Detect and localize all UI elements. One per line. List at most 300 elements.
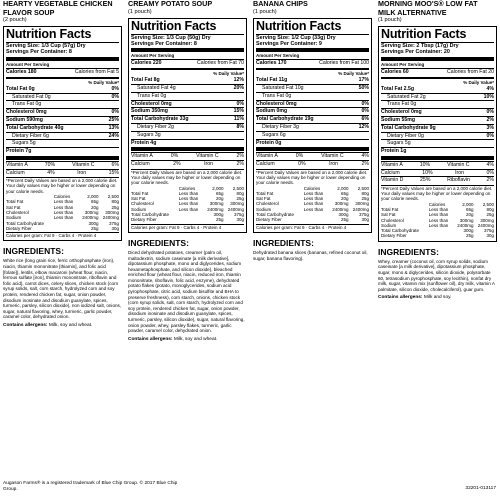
nutrient-row [6, 93, 119, 101]
nutrition-facts-heading: Nutrition Facts [6, 28, 119, 43]
nutrient-label: Cholesterol 0mg [131, 100, 172, 107]
table-cell: Dietary Fiber [6, 225, 32, 231]
vitamin-label: Iron [329, 161, 339, 168]
table-cell: Less than [303, 190, 324, 196]
amount-per-serving: Amount Per Serving [256, 53, 300, 59]
table-cell: 80g [236, 190, 244, 196]
vitamin-percent: 4% [361, 153, 369, 160]
table-cell: 80g [111, 199, 119, 205]
table-cell: 25g [111, 204, 119, 210]
vitamin-percent: 10% [422, 169, 433, 176]
table-cell: 2400mg [207, 206, 224, 212]
daily-value-footnote: *Percent Daily Values are based on a 2,000 calorie diet. Your daily values may be higher or lower depending on your calorie needs. [256, 169, 368, 186]
table-cell: Sat Fat [256, 196, 271, 202]
serving-size: Serving Size: 1/3 Cup (50g) Dry [131, 34, 211, 41]
table-row [6, 226, 119, 231]
nutrient-label: Saturated Fat 4g [137, 85, 176, 92]
vitamin-row [131, 152, 244, 160]
serving-size: Serving Size: 1/2 Cup (33g) Dry [256, 34, 336, 41]
table-cell: Sodium [131, 206, 147, 212]
nutrient-percent: 0% [486, 109, 494, 116]
nutrient-row [256, 107, 369, 115]
nutrient-label: Total Fat 0g [6, 85, 35, 92]
table-cell: Cholesterol [6, 209, 29, 215]
nutrient-label: Sodium 590mg [6, 116, 43, 123]
daily-value-heading: % Daily Value* [338, 71, 369, 77]
ingredients-heading: INGREDIENTS: [378, 246, 439, 257]
nutrient-label: Dietary Fiber 3g [262, 124, 299, 131]
table-cell: 2400mg [227, 206, 244, 212]
nutrient-percent: 6% [361, 116, 369, 123]
nutrient-label: Sugars 6g [262, 131, 286, 138]
calories-from-fat: Calories from Fat 100 [319, 60, 369, 67]
divider [6, 57, 119, 61]
table-cell: Cholesterol [256, 201, 279, 207]
daily-value-heading: % Daily Value* [88, 79, 119, 85]
vitamin-label: Vitamin A [381, 161, 403, 168]
nutrient-label: Total Fat 8g [131, 77, 160, 84]
daily-value-footnote: *Percent Daily Values are based on a 2,000 calorie diet. Your daily values may be higher or lower depending on your calorie needs. [6, 178, 118, 194]
nutrient-label: Sugars 3g [137, 131, 161, 138]
calories-from-fat: Calories from Fat 20 [447, 68, 494, 75]
nutrient-percent: 12% [233, 77, 244, 84]
nutrient-label: Trans Fat 0g [137, 92, 167, 99]
nutrient-percent: 2% [486, 116, 494, 123]
nutrition-facts-panel [253, 18, 372, 233]
table-cell: 300mg [480, 217, 494, 223]
vitamin-percent: 15% [108, 169, 119, 176]
product-code: 32201-013117 [465, 486, 496, 491]
calories: Calories 60 [381, 68, 409, 75]
table-cell: 25g [216, 217, 224, 223]
product-column [375, 0, 500, 500]
allergens-label: Contains allergens: [378, 295, 423, 301]
nutrition-facts-panel [378, 26, 497, 242]
table-cell: Sat Fat [381, 212, 396, 218]
nutrient-row [131, 107, 244, 115]
product-column [0, 0, 125, 500]
calories-from-fat: Calories from Fat 70 [197, 60, 244, 67]
nutrient-row [381, 139, 494, 147]
nutrient-percent: 0% [111, 85, 119, 92]
nutrient-label: Protein 0g [256, 139, 282, 146]
table-cell: 20g [91, 204, 99, 210]
vitamin-percent: 0% [298, 161, 306, 168]
table-cell: Less than [428, 222, 449, 228]
table-cell: Less than [53, 204, 74, 210]
table-cell: Calories [178, 185, 196, 191]
divider [256, 147, 369, 151]
table-cell: 300mg [355, 201, 369, 207]
table-cell: 300mg [105, 209, 119, 215]
nutrient-percent: 17% [358, 77, 369, 84]
vitamin-label: Iron [204, 161, 214, 168]
table-cell: Less than [428, 206, 449, 212]
nutrient-row [381, 124, 494, 132]
nutrient-row [381, 108, 494, 116]
nutrient-row [256, 77, 369, 84]
vitamin-label: Calcium [131, 161, 150, 168]
calories-per-gram: Calories per gram: Fat 9 · Carbs 4 · Protein 4 [256, 224, 369, 230]
nutrient-percent: 12% [358, 124, 369, 131]
servings-per-container: Servings Per Container: 9 [256, 40, 322, 47]
table-cell: 2,000 [212, 185, 224, 191]
table-cell: 375g [358, 212, 369, 218]
table-cell: Sat Fat [131, 196, 146, 202]
table-row [131, 217, 244, 222]
nutrient-label: Protein 1g [381, 148, 407, 155]
table-cell: 30g [486, 233, 494, 239]
amount-per-serving: Amount Per Serving [6, 61, 50, 67]
table-cell: 300mg [209, 201, 224, 207]
vitamin-percent: 2% [486, 177, 494, 184]
divider [131, 147, 244, 151]
product-title: HEARTY VEGETABLE CHICKEN FLAVOR SOUP [3, 0, 113, 17]
table-cell: Less than [53, 215, 74, 221]
table-cell: 25g [236, 196, 244, 202]
table-cell: 375g [233, 212, 244, 218]
calories-row [256, 59, 369, 67]
calories: Calories 170 [256, 60, 287, 67]
divider [256, 68, 369, 70]
table-cell: 300g [463, 228, 474, 234]
nutrient-row [6, 100, 119, 108]
vitamin-label: Calcium [256, 161, 275, 168]
table-cell: 2,000 [462, 201, 474, 207]
calories-per-gram: Calories per gram: Fat 9 · Carbs 4 · Protein 4 [131, 224, 244, 230]
nutrient-row [131, 123, 244, 131]
vitamin-percent: 6% [111, 161, 119, 168]
nutrient-label: Trans Fat 0g [262, 92, 292, 99]
table-cell: 300mg [84, 209, 99, 215]
nutrient-percent: 0% [236, 100, 244, 107]
nutrient-percent: 4% [486, 85, 494, 92]
table-cell: Less than [53, 209, 74, 215]
nutrient-row [6, 124, 119, 132]
daily-value-heading: % Daily Value* [463, 79, 494, 85]
nutrient-percent: 0% [111, 109, 119, 116]
calories-row [6, 68, 119, 76]
table-cell: Less than [178, 196, 199, 202]
nutrient-percent: 50% [358, 85, 369, 92]
table-cell [54, 226, 78, 231]
allergens-line [128, 337, 247, 343]
nutrient-label: Trans Fat 0g [12, 101, 42, 108]
nutrient-percent: 11% [233, 116, 244, 123]
table-cell: 2,500 [232, 185, 244, 191]
table-cell: Total Fat [131, 190, 149, 196]
calories: Calories 220 [131, 60, 162, 67]
package-count: (1 pouch) [128, 8, 152, 15]
daily-value-table [381, 202, 494, 239]
table-cell: Total Fat [256, 190, 274, 196]
table-cell: 30g [111, 225, 119, 231]
table-cell: Cholesterol [131, 201, 154, 207]
table-cell: Dietary Fiber [131, 217, 157, 223]
amount-per-serving: Amount Per Serving [131, 53, 175, 59]
table-cell [304, 217, 328, 222]
nutrient-row [131, 84, 244, 92]
vitamin-label: Iron [77, 169, 87, 176]
vitamin-label: Calcium [6, 169, 25, 176]
table-cell: 20g [466, 212, 474, 218]
vitamin-row [131, 160, 244, 168]
nutrient-row [6, 108, 119, 116]
table-cell: 375g [483, 228, 494, 234]
vitamin-percent: 2% [236, 161, 244, 168]
nutrient-row [6, 147, 119, 155]
servings-per-container: Servings Per Container: 8 [131, 40, 197, 47]
nutrient-label: Saturated Fat 10g [262, 85, 304, 92]
table-cell: 25g [466, 233, 474, 239]
table-cell: 2,500 [107, 194, 119, 200]
divider [6, 156, 119, 160]
vitamin-label: Vitamin C [72, 161, 95, 168]
divider [6, 77, 119, 79]
nutrient-label: Dietary Fiber 0g [387, 132, 424, 139]
product-title: BANANA CHIPS [253, 0, 308, 8]
nutrient-row [6, 116, 119, 124]
allergens-value: Milk, soy and wheat. [172, 336, 218, 342]
table-cell: 300mg [459, 217, 474, 223]
table-cell: 300mg [230, 201, 244, 207]
table-cell: 2,500 [357, 185, 369, 191]
vitamin-percent: 25% [420, 177, 431, 184]
nutrient-label: Cholesterol 0mg [6, 109, 47, 116]
nutrient-row [381, 116, 494, 124]
vitamin-percent: 0% [486, 169, 494, 176]
table-cell: 300mg [334, 201, 349, 207]
table-cell: 25g [486, 212, 494, 218]
vitamin-label: Vitamin A [131, 153, 153, 160]
product-title: CREAMY POTATO SOUP [128, 0, 213, 8]
nutrient-row [256, 84, 369, 92]
table-cell: 300g [338, 212, 349, 218]
nutrient-percent: 8% [236, 124, 244, 131]
vitamin-row [381, 161, 494, 169]
nutrient-label: Sodium 350mg [131, 108, 168, 115]
table-cell: Total Carbohydrate [381, 228, 420, 234]
ingredients-text: White rice (long grain rice, ferric orthophosphate (iron), niacin, thiamin mononitrate [thiamin], and folic acid [folate]), lentils, elbow macaroni (wheat flour, niacin, ferrous sulfate [iron], thiamin mononitrate, riboflavin and folic acid), carrot dices, celery slices, chicken stock (corn syrup solids, salt, corn starch, hydrolyzed corn and soy protein, rendered chicken fat, sugar, onion powder, disodium inosinate and disodium guanylate, spices, turmeric, parsley, silicon dioxide), non iodized salt, onions, sugar, natural flavoring, whey, turmeric, garlic powder, caramel color, dehydrated onion. [3, 258, 122, 320]
nutrient-row [6, 139, 119, 147]
product-column [250, 0, 375, 500]
nutrient-row [381, 132, 494, 140]
nutrient-label: Protein 4g [131, 139, 157, 146]
table-cell: Sodium [381, 222, 397, 228]
vitamin-percent: 70% [44, 161, 56, 168]
nutrition-facts-panel [128, 18, 247, 233]
daily-value-footnote: *Percent Daily Values are based on a 2,000 calorie diet. Your daily values may be higher or lower depending on your calorie needs. [381, 185, 493, 202]
table-cell: Calories [53, 194, 71, 200]
nutrient-label: Total Carbohydrate 9g [381, 124, 436, 131]
nutrition-facts-heading: Nutrition Facts [131, 20, 244, 35]
calories-row [381, 68, 494, 76]
table-cell: Less than [53, 199, 74, 205]
nutrient-row [381, 86, 494, 93]
ingredients-heading: INGREDIENTS: [3, 246, 64, 257]
nutrient-label: Dietary Fiber 6g [12, 132, 49, 139]
table-cell: 65g [466, 206, 474, 212]
table-cell: Dietary Fiber [381, 233, 407, 239]
vitamin-percent: 2% [236, 153, 244, 160]
nutrient-row [256, 115, 369, 123]
ingredients-heading: INGREDIENTS: [128, 237, 189, 248]
vitamin-row [381, 176, 494, 184]
table-cell: 20g [341, 196, 349, 202]
table-cell: 2400mg [332, 206, 349, 212]
table-cell: 2400mg [82, 215, 99, 221]
table-row [256, 217, 369, 222]
nutrient-row [6, 86, 119, 93]
nutrient-label: Total Fat 2.5g [381, 85, 415, 92]
nutrition-facts-heading: Nutrition Facts [256, 20, 369, 35]
nutrient-percent: 0% [361, 100, 369, 107]
package-count: (1 pouch) [253, 8, 277, 15]
table-cell: 65g [341, 190, 349, 196]
table-cell: 30g [361, 217, 369, 223]
table-cell: Less than [303, 196, 324, 202]
nutrient-label: Saturated Fat 2g [387, 93, 426, 100]
allergens-label: Contains allergens: [3, 322, 48, 328]
vitamin-label: Iron [455, 169, 465, 176]
nutrient-label: Sugars 5g [12, 140, 36, 147]
nutrient-label: Cholesterol 0mg [256, 100, 297, 107]
nutrient-row [131, 131, 244, 139]
nutrient-percent: 13% [108, 124, 119, 131]
allergens-line [3, 323, 122, 329]
table-cell: 30g [236, 217, 244, 223]
divider [381, 77, 494, 79]
table-cell: 25g [361, 196, 369, 202]
amount-per-serving: Amount Per Serving [381, 61, 425, 67]
nutrient-row [256, 123, 369, 131]
ingredients-text: Diced dehydrated potatoes, creamer (palm oil, maltodextrin, sodium caseinate [a milk derivative], dipotassium phosphate, mono and diglycerides, sodium hexametaphosphate, and silicon dioxide), bleached enriched flour (wheat flour, niacin, reduced iron, thiamin mononitrate, riboflavin, folic acid, enzyme), dehydrated potato flakes (potato, monoglycerides, sodium acid pyrophosphate, citric acid, sodium bisulfite and BHA to preserve freshness), corn starch, onions, chicken stock (corn syrup solids, salt, corn starch, hydrolyzed corn and soy protein, rendered chicken fat, sugar, onion powder, disodium inosinate and disodium guanylate, spices, turmeric, parsley, silicon dioxide), sugar, natural flavoring, onion powder, whey, parsley flakes, turmeric, garlic powder, caramel color, dehydrated onion. [128, 249, 245, 334]
table-cell: 80g [486, 206, 494, 212]
vitamin-row [256, 152, 369, 160]
serving-size: Serving Size: 1/3 Cup (57g) Dry [6, 43, 86, 49]
vitamin-row [256, 160, 369, 168]
table-cell: Sodium [256, 206, 272, 212]
nutrient-percent: 10% [483, 93, 494, 100]
table-cell: 2400mg [352, 206, 369, 212]
nutrient-row [131, 92, 244, 100]
table-cell: 20g [216, 196, 224, 202]
divider [131, 68, 244, 70]
nutrient-row [256, 100, 369, 108]
nutrient-row [131, 139, 244, 147]
nutrient-label: Sugars 5g [387, 140, 411, 147]
nutrient-row [381, 93, 494, 101]
trademark-note: Augason Farms® is a registered trademark of Blue Chip Group. © 2017 Blue Chip Group. [3, 481, 178, 492]
daily-value-table [131, 186, 244, 223]
nutrient-percent: 0% [361, 108, 369, 115]
vitamin-label: Vitamin A [256, 153, 278, 160]
nutrient-label: Total Fat 11g [256, 77, 288, 84]
table-cell: Total Fat [381, 206, 399, 212]
nutrient-percent: 3% [486, 124, 494, 131]
nutrient-row [131, 77, 244, 84]
nutrient-row [256, 131, 369, 139]
vitamin-percent: 0% [170, 153, 179, 160]
nutrient-label: Cholesterol 0mg [381, 109, 422, 116]
table-cell: Total Fat [6, 199, 24, 205]
ingredients-text: Dehydrated banana slices (bananas, refined coconut oil, sugar, banana flavoring). [253, 249, 368, 261]
nutrient-percent: 0% [111, 93, 119, 100]
product-column [125, 0, 250, 500]
divider [381, 156, 494, 160]
nutrient-row [131, 115, 244, 123]
daily-value-table [6, 194, 119, 231]
vitamin-percent: 4% [47, 169, 55, 176]
table-cell: 2,000 [337, 185, 349, 191]
vitamin-percent: 0% [295, 153, 304, 160]
table-cell: 2,000 [87, 194, 99, 200]
servings-per-container: Servings Per Container: 8 [6, 49, 72, 56]
vitamin-row [381, 169, 494, 177]
table-cell: Dietary Fiber [256, 217, 282, 223]
table-cell: 65g [216, 190, 224, 196]
nutrient-row [256, 139, 369, 147]
table-cell: Cholesterol [381, 217, 404, 223]
vitamin-label: Riboflavin [447, 177, 470, 184]
table-cell: 300g [88, 220, 99, 226]
table-cell: Total Carbohydrate [131, 212, 170, 218]
allergens-label: Contains allergens: [128, 336, 173, 342]
nutrient-label: Protein 7g [6, 148, 32, 155]
vitamin-percent: 2% [173, 161, 181, 168]
calories-row [131, 59, 244, 67]
table-cell: Less than [303, 206, 324, 212]
package-count: (2 pouch) [3, 17, 27, 23]
nutrition-facts-panel [3, 26, 122, 241]
table-cell: Less than [428, 212, 449, 218]
table-cell: Sodium [6, 215, 22, 221]
vitamin-label: Vitamin A [6, 161, 28, 168]
servings-per-container: Servings Per Container: 20 [381, 49, 450, 56]
table-cell: 375g [108, 220, 119, 226]
table-row [381, 233, 494, 238]
nutrient-label: Trans Fat 0g [387, 101, 417, 108]
vitamin-row [6, 161, 119, 169]
nutrition-facts-heading: Nutrition Facts [381, 28, 494, 43]
vitamin-label: Vitamin C [196, 153, 219, 160]
table-cell: Less than [178, 201, 199, 207]
vitamin-row [6, 169, 119, 177]
ingredients-text: Whey, creamer (coconut oil, corn syrup solids, sodium caseinate [a milk derivative], dipotassium phosphate, sugar, mono & diglycerides, silicon dioxide, polysorbate 60, tetrasodium pyrophosphate, soy lecithin), nonfat dry milk, sugar, vitamin mix (sunflower oil), dry milk, vitamin A palmitate, silicon dioxide, cholecalciferol), guar gum. [378, 258, 495, 292]
nutrient-percent: 15% [233, 108, 244, 115]
nutrient-label: Sodium 55mg [381, 116, 416, 123]
table-cell [179, 217, 203, 222]
table-cell: 2,500 [482, 201, 494, 207]
vitamin-label: Vitamin C [321, 153, 344, 160]
nutrient-label: Total Carbohydrate 19g [256, 116, 314, 123]
product-title: MORNING MOO'S® LOW FAT MILK ALTERNATIVE [378, 0, 478, 17]
nutrient-row [131, 100, 244, 108]
vitamin-percent: 10% [419, 161, 431, 168]
divider [131, 48, 244, 52]
table-cell: 80g [361, 190, 369, 196]
table-cell: 65g [91, 199, 99, 205]
table-cell: Calories [303, 185, 321, 191]
package-count: (1 pouch) [378, 17, 402, 23]
table-cell: 2400mg [102, 215, 119, 221]
table-cell: Less than [178, 206, 199, 212]
nutrient-label: Saturated Fat 0g [12, 93, 51, 100]
nutrient-row [6, 132, 119, 140]
nutrient-percent: 25% [108, 116, 119, 123]
nutrient-row [381, 147, 494, 155]
ingredients-heading: INGREDIENTS: [253, 237, 314, 248]
